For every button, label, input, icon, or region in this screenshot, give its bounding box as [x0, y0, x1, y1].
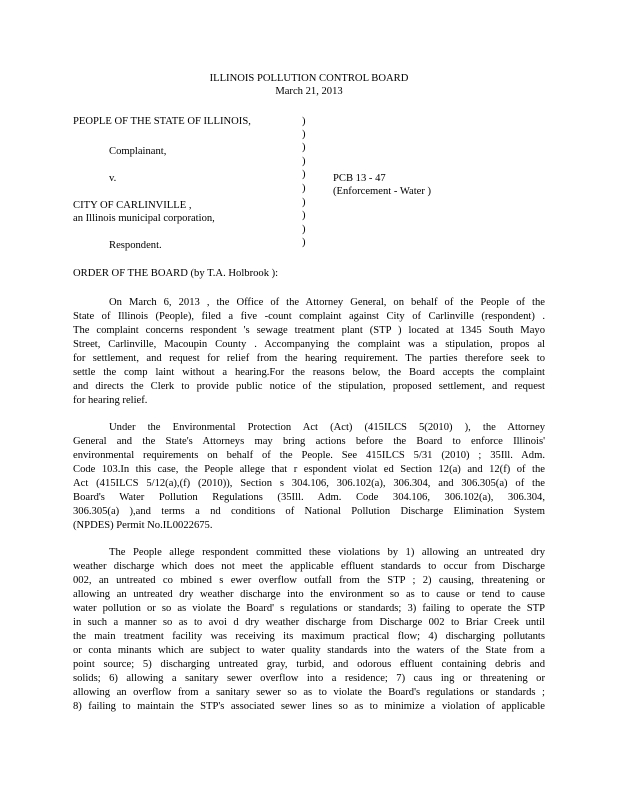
paragraph-line: point source; 5) discharging untreated gray, turbid, and odorous effluent containing debris and — [73, 659, 545, 670]
order-heading: ORDER OF THE BOARD (by T.A. Holbrook ): — [73, 268, 279, 279]
paragraph-line: Act (415ILCS 5/12(a),(f) (2010)), Section s 304.106, 306.102(a), 306.304, and 306.305(a) of the — [73, 478, 545, 489]
paragraph-line: (NPDES) Permit No.IL0022675. — [73, 520, 213, 531]
paragraph-line: 306.305(a) ),and terms a nd conditions of National Pollution Discharge Elimination System — [73, 506, 545, 517]
paragraph-line: solids; 6) allowing a sanitary sewer overflow into a residence; 7) caus ing or threatening or — [73, 673, 545, 684]
paragraph-line: State of Illinois (People), filed a five -count complaint against City of Carlinville (respondent) . — [73, 311, 545, 322]
order-date: March 21, 2013 — [275, 86, 343, 97]
paragraph-line: or conta minants which are subject to water quality standards into the waters of the State from a — [73, 645, 545, 656]
caption-paren: ) — [302, 142, 306, 153]
paragraph-line: weather discharge which does not meet the applicable effluent standards to occur from Discharge — [73, 561, 545, 572]
paragraph-line: General and the State's Attorneys may bring actions before the Board to enforce Illinois' — [73, 436, 545, 447]
plaintiff-name: PEOPLE OF THE STATE OF ILLINOIS, — [73, 116, 251, 127]
versus-label: v. — [109, 173, 117, 184]
respondent-label: Respondent. — [109, 240, 162, 251]
paragraph-line: allowing an overflow from a sanitary sewer so as to violate the Board's regulations or standards ; — [73, 687, 545, 698]
caption-paren: ) — [302, 210, 306, 221]
paragraph-line: 8) failing to maintain the STP's associated sewer lines so as to minimize a violation of applicable — [73, 701, 545, 712]
board-title: ILLINOIS POLLUTION CONTROL BOARD — [209, 73, 409, 84]
paragraph-line: water pollution or so as violate the Board' s regulations or standards; 3) failing to operate the STP — [73, 603, 545, 614]
respondent-description: an Illinois municipal corporation, — [73, 213, 215, 224]
case-number: PCB 13 - 47 — [333, 173, 386, 184]
paragraph-line: Code 103.In this case, the People allege that r espondent violat ed Section 12(a) and 12(f) of the — [73, 464, 545, 475]
paragraph-line: allowing an untreated dry weather discharge into the environment so as to cause or tend to cause — [73, 589, 545, 600]
paragraph-line: in such a manner so as to avoi d dry weather discharge from Discharge 002 to Briar Creek until — [73, 617, 545, 628]
caption-paren: ) — [302, 197, 306, 208]
caption-paren: ) — [302, 183, 306, 194]
caption-paren: ) — [302, 156, 306, 167]
paragraph-line: 002, an untreated co mbined s ewer overflow outfall from the STP ; 2) causing, threatening or — [73, 575, 545, 586]
paragraph-line: The People allege respondent committed these violations by 1) allowing an untreated dry — [109, 547, 545, 558]
paragraph-line: Board's Water Pollution Regulations (35Ill. Adm. Code 304.106, 306.102(a), 306.304, — [73, 492, 545, 503]
caption-paren: ) — [302, 129, 306, 140]
respondent-name: CITY OF CARLINVILLE , — [73, 200, 192, 211]
paragraph-line: On March 6, 2013 , the Office of the Attorney General, on behalf of the People of the — [109, 297, 545, 308]
paragraph-line: The complaint concerns respondent 's sewage treatment plant (STP ) located at 1345 South Mayo — [73, 325, 545, 336]
paragraph-line: settle the comp laint without a hearing.For the reasons below, the Board accepts the complaint — [73, 367, 545, 378]
case-type: (Enforcement - Water ) — [333, 186, 432, 197]
paragraph-line: and directs the Clerk to provide public notice of the stipulation, proposed settlement, and request — [73, 381, 545, 392]
paragraph-line: environmental requirements on behalf of the People. See 415ILCS 5/31 (2010) ; 35Ill. Adm. — [73, 450, 545, 461]
caption-paren: ) — [302, 116, 306, 127]
paragraph-line: the main treatment facility was receiving its maximum practical flow; 4) discharging pollutants — [73, 631, 545, 642]
caption-paren: ) — [302, 169, 306, 180]
paragraph-line: for settlement, and request for relief from the hearing requirement. The parties therefore seek to — [73, 353, 545, 364]
paragraph-line: Under the Environmental Protection Act (Act) (415ILCS 5(2010) ), the Attorney — [109, 422, 545, 433]
paragraph-line: Street, Carlinville, Macoupin County . Accompanying the complaint was a stipulation, propos al — [73, 339, 545, 350]
caption-paren: ) — [302, 237, 306, 248]
complainant-label: Complainant, — [109, 146, 167, 157]
paragraph-line: for hearing relief. — [73, 395, 148, 406]
caption-paren: ) — [302, 224, 306, 235]
